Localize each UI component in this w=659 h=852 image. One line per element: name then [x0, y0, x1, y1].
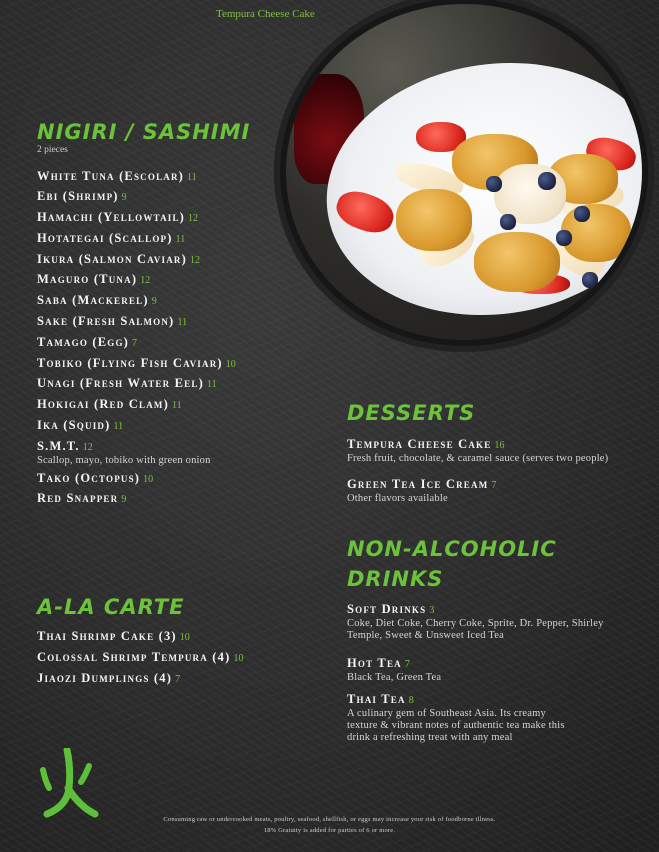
item-name: Thai Shrimp Cake (3) [37, 629, 177, 643]
nigiri-sashimi-title: NIGIRI / SASHIMI [37, 120, 251, 144]
menu-item [347, 656, 441, 684]
item-name: Saba (Mackerel) [37, 293, 149, 307]
item-description: Black Tea, Green Tea [347, 672, 442, 683]
item-price: 12 [188, 213, 199, 224]
nigiri-note: 2 pieces [37, 145, 68, 155]
menu-item [37, 491, 126, 507]
drinks-title-line1: NON-ALCOHOLIC [347, 537, 557, 561]
alacarte-title: A-LA CARTE [37, 595, 185, 619]
menu-item [347, 692, 572, 744]
item-description: Coke, Diet Coke, Cherry Coke, Sprite, Dr. Pepper, Shirley Temple, Sweet & Unsweet Iced Tea [347, 618, 604, 641]
item-name: Maguro (Tuna) [37, 272, 138, 286]
menu-item [37, 252, 200, 268]
photo-caption: Tempura Cheese Cake [216, 8, 315, 20]
menu-item [37, 671, 180, 687]
item-description: Scallop, mayo, tobiko with green onion [37, 455, 211, 466]
item-name: Ika (Squid) [37, 418, 111, 432]
item-price: 9 [151, 296, 157, 307]
item-name: Red Snapper [37, 491, 119, 505]
item-price: 9 [121, 494, 127, 505]
item-name: Jiaozi Dumplings (4) [37, 671, 173, 685]
menu-item [37, 210, 198, 226]
menu-item [37, 629, 190, 645]
item-name: Tempura Cheese Cake [347, 437, 492, 451]
item-price: 11 [175, 234, 186, 245]
item-name: Tobiko (Flying Fish Caviar) [37, 356, 223, 370]
item-price: 7 [491, 480, 497, 491]
drinks-title-line2: DRINKS [347, 567, 444, 591]
item-price: 3 [429, 605, 435, 616]
menu-item [37, 650, 243, 666]
item-name: Hamachi (Yellowtail) [37, 210, 186, 224]
item-name: Tamago (Egg) [37, 335, 130, 349]
item-name: Tako (Octopus) [37, 471, 141, 485]
item-price: 11 [206, 379, 217, 390]
item-name: Thai Tea [347, 692, 406, 706]
item-name: Hot Tea [347, 656, 402, 670]
item-name: Ebi (Shrimp) [37, 189, 119, 203]
item-price: 10 [143, 474, 154, 485]
item-price: 10 [225, 359, 236, 370]
item-description: Fresh fruit, chocolate, & caramel sauce (serves two people) [347, 453, 609, 464]
gratuity-note: 18% Gratuity is added for parties of 6 or more. [263, 827, 396, 834]
item-name: Colossal Shrimp Tempura (4) [37, 650, 231, 664]
item-price: 12 [140, 275, 151, 286]
item-name: Sake (Fresh Salmon) [37, 314, 175, 328]
item-price: 9 [121, 192, 127, 203]
item-price: 10 [233, 653, 244, 664]
menu-item [347, 477, 496, 505]
item-price: 11 [187, 172, 197, 183]
item-price: 11 [113, 421, 124, 432]
item-name: Hotategai (Scallop) [37, 231, 173, 245]
menu-item [347, 437, 608, 465]
dessert-photo [268, 0, 659, 360]
menu-item [37, 169, 197, 185]
item-description: Other flavors available [347, 493, 448, 504]
item-name: Unagi (Fresh Water Eel) [37, 376, 204, 390]
item-price: 7 [132, 338, 138, 349]
item-price: 12 [189, 255, 200, 266]
menu-item [347, 602, 607, 642]
item-description: A culinary gem of Southeast Asia. Its creamy texture & vibrant notes of authentic tea make this drink a refreshing treat with any meal [347, 708, 565, 743]
item-price: 12 [82, 442, 93, 453]
menu-item [37, 439, 211, 467]
item-name: Hokigai (Red Clam) [37, 397, 169, 411]
item-name: S.M.T. [37, 439, 80, 453]
desserts-title: DESSERTS [347, 401, 476, 425]
menu-item [37, 418, 123, 434]
item-name: Ikura (Salmon Caviar) [37, 252, 187, 266]
item-name: Soft Drinks [347, 602, 427, 616]
menu-item [37, 335, 137, 351]
menu-item [37, 397, 182, 413]
item-price: 7 [404, 659, 410, 670]
menu-item [37, 471, 153, 487]
item-price: 10 [179, 632, 190, 643]
menu-item [37, 189, 127, 205]
menu-item [37, 231, 185, 247]
item-price: 11 [171, 400, 182, 411]
item-price: 7 [175, 674, 181, 685]
item-name: Green Tea Ice Cream [347, 477, 489, 491]
item-price: 8 [408, 695, 414, 706]
menu-item [37, 376, 217, 392]
item-price: 11 [177, 317, 188, 328]
menu-item [37, 293, 157, 309]
item-price: 16 [494, 440, 505, 451]
health-disclaimer: Consuming raw or undercooked meats, poultry, seafood, shellfish, or eggs may increase your risk of foodborne illness. [163, 816, 496, 823]
menu-item [37, 356, 236, 372]
menu-item [37, 314, 187, 330]
menu-item [37, 272, 150, 288]
fire-kanji-logo [37, 748, 99, 818]
item-name: White Tuna (Escolar) [37, 169, 185, 183]
